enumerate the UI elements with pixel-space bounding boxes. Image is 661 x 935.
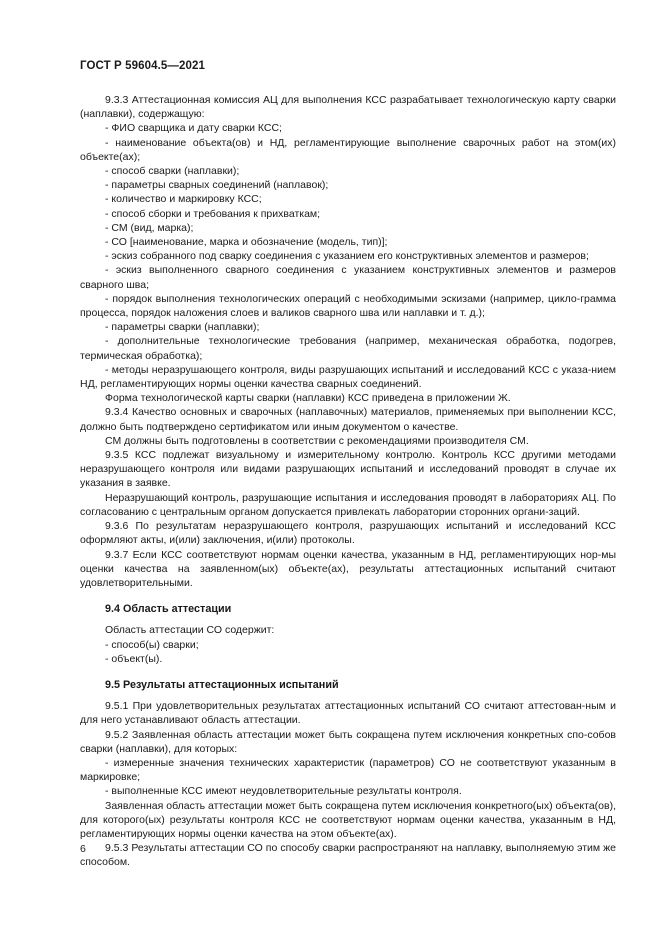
paragraph-9-3-5-labs: Неразрушающий контроль, разрушающие испытания и исследования проводят в лабораториях АЦ. По согласованию с центральным органом допускается привлекать лаборатории сторонних органи-заций. — [80, 491, 616, 518]
list-item: - способ сварки (наплавки); — [105, 165, 240, 178]
list-item: - способ сборки и требования к прихваткам; — [105, 207, 321, 220]
list-item: - методы неразрушающего контроля, виды разрушающих испытаний и исследований КСС с указа-нием НД, регламентирующих нормы оценки качества сварных соединений. — [80, 363, 616, 391]
paragraph-9-5-2: 9.5.2 Заявленная область аттестации может быть сокращена путем исключения конкретных спо-собов сварки (наплавки), для которых: — [80, 728, 616, 755]
section-title-9-4: 9.4 Область аттестации — [105, 603, 232, 616]
list-item: - выполненные КСС имеют неудовлетворительные результаты контроля. — [105, 785, 462, 798]
list-item: - эскиз выполненного сварного соединения с указанием конструктивных элементов и размеров сварного шва; — [80, 264, 616, 291]
list-item: - порядок выполнения технологических операций с необходимыми эскизами (например, цикло-грамма процесса, порядок наложения слоев и валиков сварного шва или наплавки и т. д.); — [80, 292, 616, 320]
paragraph-9-3-4-note: СМ должны быть подготовлены в соответствии с рекомендациями производителя СМ. — [105, 434, 529, 447]
tech-card-contents-list — [80, 121, 616, 391]
list-item: - СО [наименование, марка и обозначение (модель, тип)]; — [105, 236, 388, 249]
form-reference-note: Форма технологической карты сварки (наплавки) КСС приведена в приложении Ж. — [105, 392, 511, 405]
list-item: - ФИО сварщика и дату сварки КСС; — [105, 122, 282, 135]
list-item: - эскиз собранного под сварку соединения с указанием его конструктивных элементов и размеров; — [105, 250, 589, 263]
scope-reduction-list — [80, 756, 616, 799]
paragraph-9-4-intro: Область аттестации СО содержит: — [105, 624, 275, 637]
list-item: - объект(ы). — [105, 652, 163, 665]
paragraph-9-3-5: 9.3.5 КСС подлежат визуальному и измерительному контролю. Контроль КСС другими методами неразрушающего контроля или видами разрушающих испытаний и исследований проводят в случае их указания в заявке. — [80, 449, 616, 490]
list-item: - дополнительные технологические требования (например, механическая обработка, подогрев, термическая обработка); — [80, 335, 616, 362]
list-item: - параметры сварки (наплавки); — [105, 321, 260, 334]
attestation-scope-list — [80, 638, 616, 666]
page-number: 6 — [80, 843, 86, 855]
paragraph-9-5-1: 9.5.1 При удовлетворительных результатах аттестационных испытаний СО считают аттестован-ным и для него устанавливают область аттестации. — [80, 700, 616, 727]
list-item: - СМ (вид, марка); — [105, 221, 194, 234]
document-header: ГОСТ Р 59604.5—2021 — [80, 60, 205, 72]
list-item: - способ(ы) сварки; — [105, 638, 199, 651]
paragraph-9-3-3: 9.3.3 Аттестационная комиссия АЦ для выполнения КСС разрабатывает технологическую карту сварки (наплавки), содержащую: — [80, 94, 616, 121]
list-item: - параметры сварных соединений (наплавок); — [105, 179, 329, 192]
paragraph-9-3-4: 9.3.4 Качество основных и сварочных (наплавочных) материалов, применяемых при выполнении КСС, должно быть подтверждено сертификатом или иным документом о качестве. — [80, 406, 616, 433]
list-item: - наименование объекта(ов) и НД, регламентирующие выполнение сварочных работ на этом(их) объекте(ах); — [80, 136, 616, 163]
paragraph-9-5-2-objects: Заявленная область аттестации может быть сокращена путем исключения конкретного(ых) объекта(ов), для которого(ых) результаты контроля КСС не соответствуют нормам оценки качества, указанным в НД, регламентирующих нормы оценки качества на этом объекте(ах). — [80, 799, 616, 840]
list-item: - количество и маркировку КСС; — [105, 193, 262, 206]
document-body — [80, 93, 616, 870]
section-title-9-5: 9.5 Результаты аттестационных испытаний — [105, 678, 339, 691]
paragraph-9-5-3: 9.5.3 Результаты аттестации СО по способу сварки распространяют на наплавку, выполняемую этим же способом. — [80, 842, 616, 869]
list-item: - измеренные значения технических характеристик (параметров) СО не соответствуют указанным в маркировке; — [80, 756, 616, 784]
paragraph-9-3-7: 9.3.7 Если КСС соответствуют нормам оценки качества, указанным в НД, регламентирующих нор-мы оценки качества на заявленном(ых) объекте(ах), результаты аттестационных испытаний считают удовлетворительными. — [80, 548, 616, 589]
paragraph-9-3-6: 9.3.6 По результатам неразрушающего контроля, разрушающих испытаний и исследований КСС оформляют акты, и(или) заключения, и(или) протоколы. — [80, 520, 616, 547]
